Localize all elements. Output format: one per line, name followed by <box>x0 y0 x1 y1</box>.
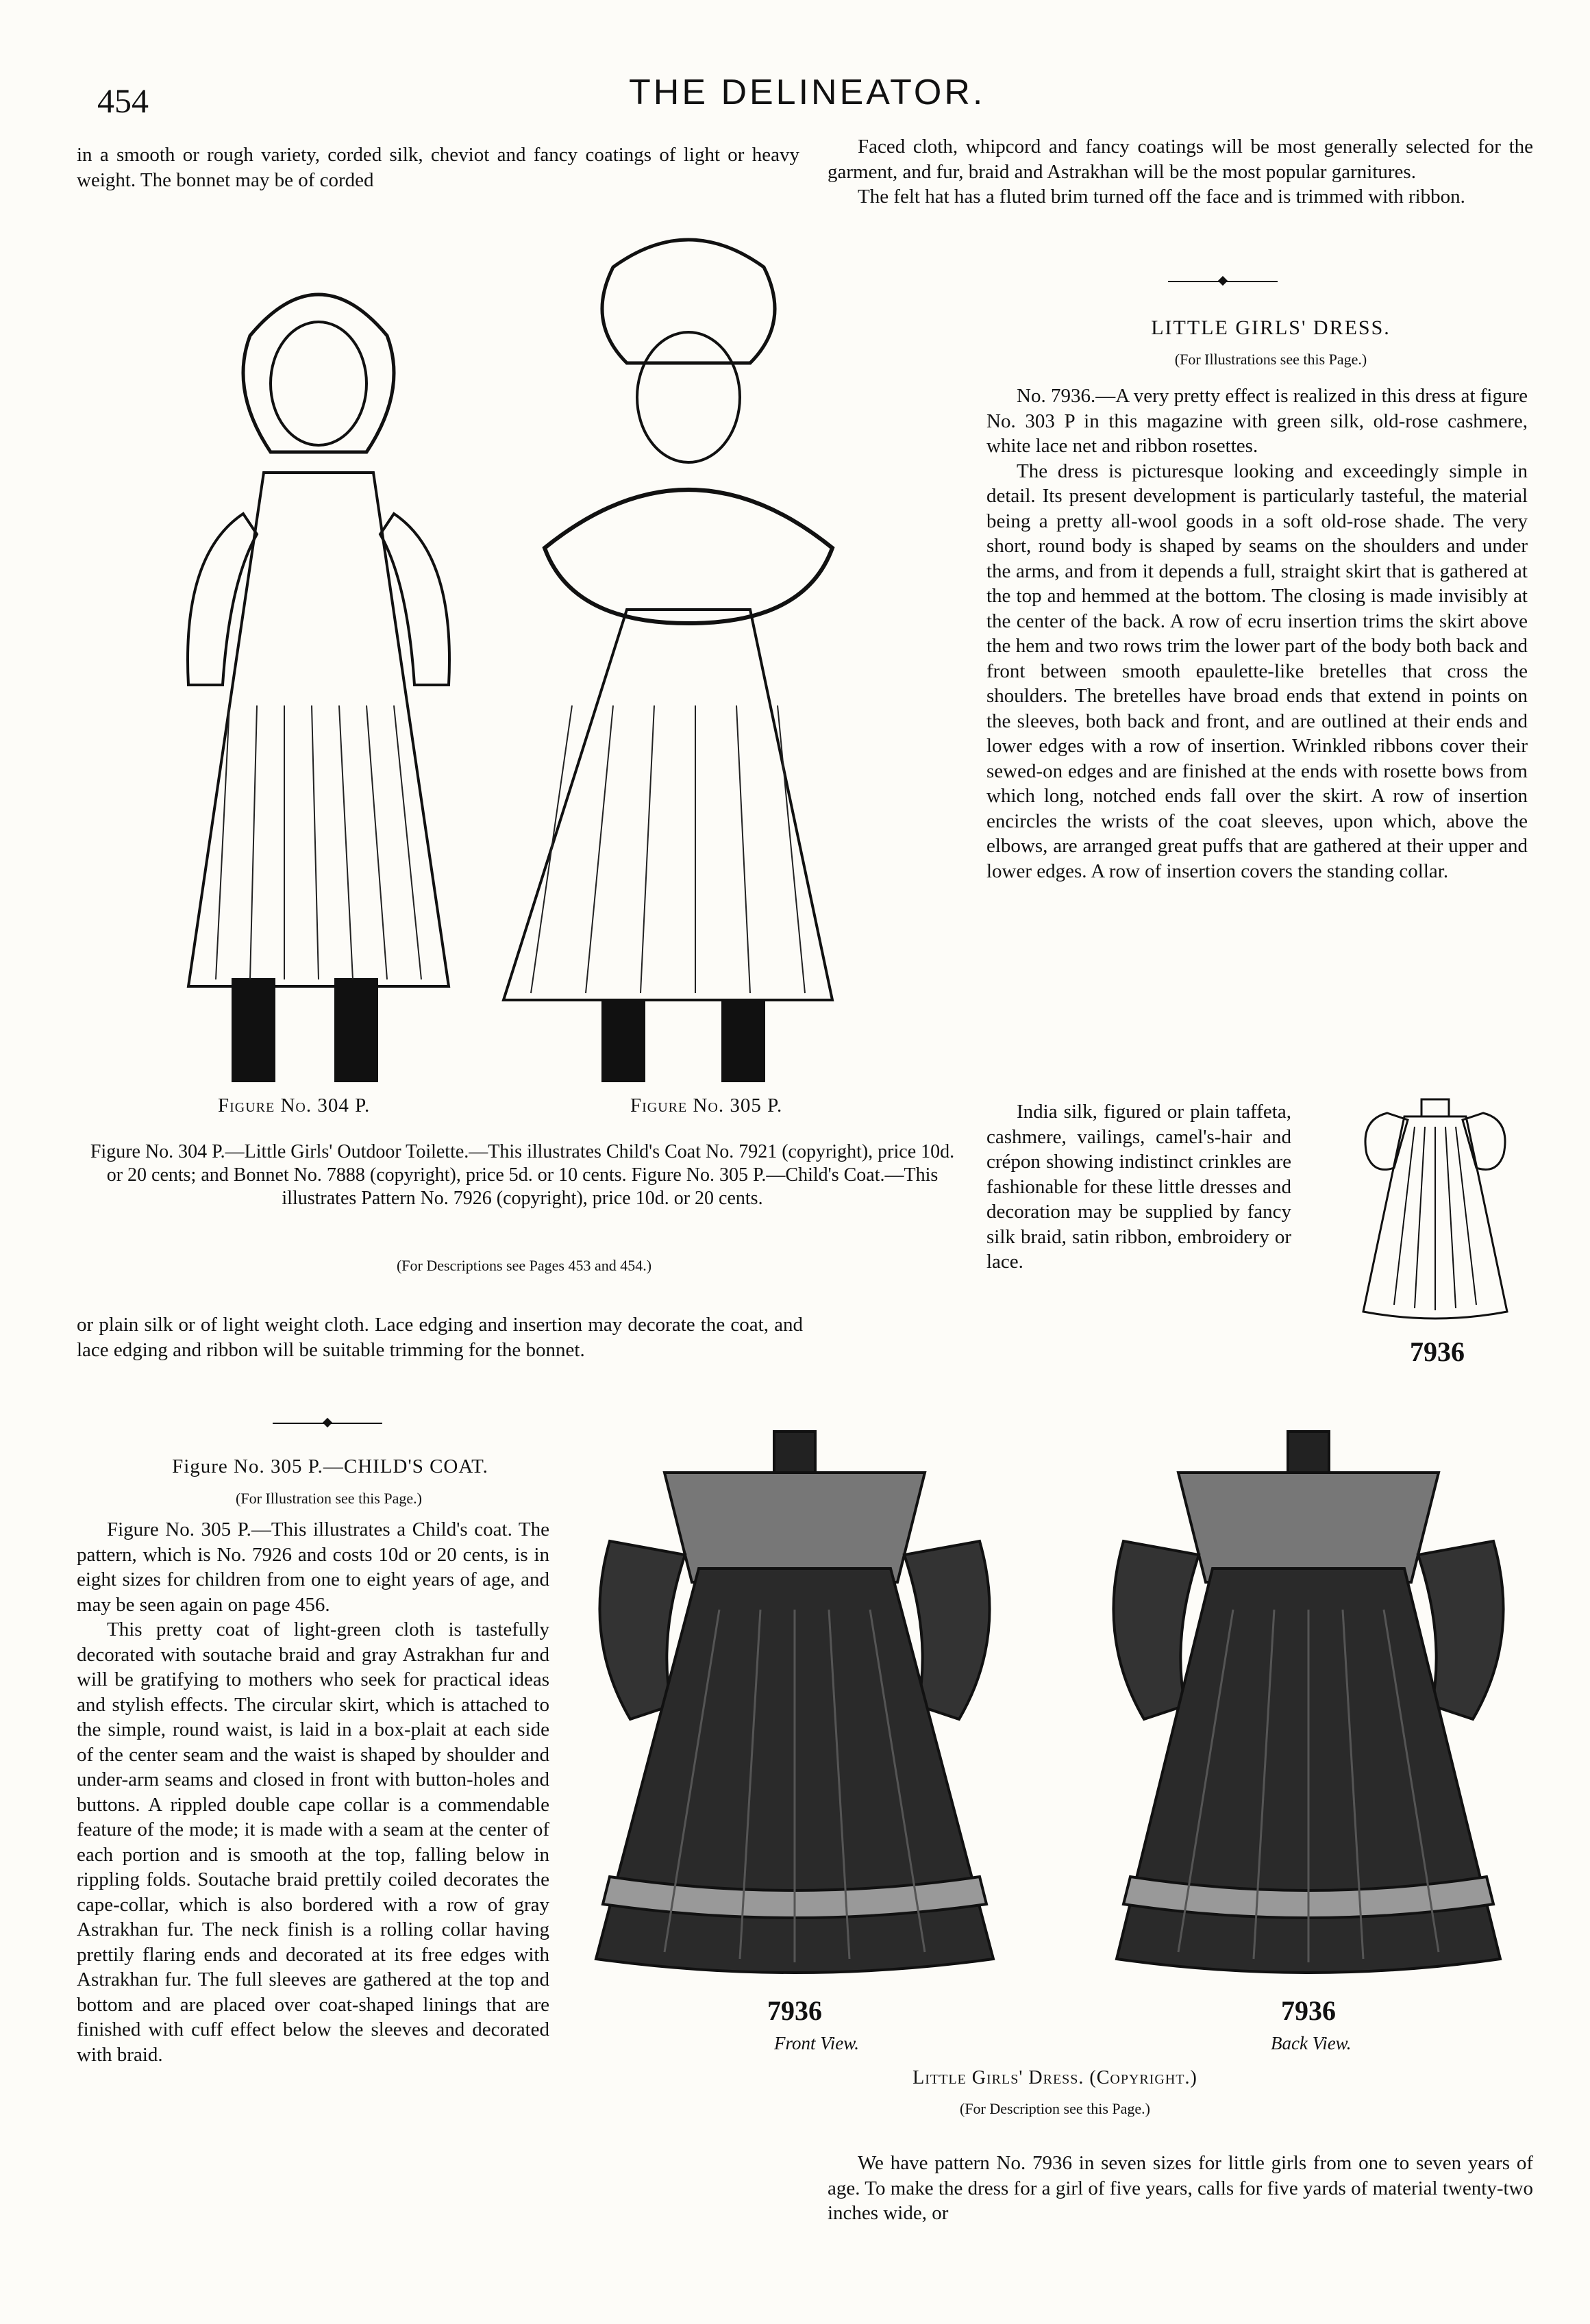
front-view-label: Front View. <box>774 2033 859 2053</box>
coat-subheading: (For Illustration see this Page.) <box>236 1490 422 1507</box>
dress-text-narrow <box>986 1099 1291 1325</box>
dress-sketch-icon <box>1346 1079 1524 1332</box>
back-view-number: 7936 <box>1281 1995 1336 2026</box>
coat-para-2: This pretty coat of light-green cloth is tastefully decorated with soutache braid and gray Astrakhan fur and will be gratifying to mothers who seek for practical ideas and stylish effects. The circular skirt, which is attached to the simple, round waist, is laid in a box-plait at each side of the center seam and the waist is shaped by shoulder and under-arm seams and closed in front with button-holes and buttons. A rippled double cape collar is a commendable feature of the mode; it is made with a seam at the center of each portion and is smooth at the top, falling below in rippling folds. Soutache braid prettily coiled decorates the cape-collar, which is also bordered with a row of gray Astrakhan fur. The neck finish is a rolling collar having prettily flaring ends and decorated at its free edges with Astrakhan fur. The full sleeves are gathered at the top and bottom and are placed over coat-shaped linings that are finished with cuff effect below the sleeves and decorated with braid. <box>77 1619 549 2066</box>
figure-304-label: Figure No. 304 P. <box>218 1095 371 1116</box>
figures-304-305-illustration <box>92 226 962 1082</box>
coat-text <box>77 1517 549 2067</box>
left-rule-ornament <box>323 1418 332 1427</box>
figure-305-label: Figure No. 305 P. <box>630 1095 783 1116</box>
right-top-para-2: The felt hat has a fluted brim turned off the face and is trimmed with ribbon. <box>858 186 1465 208</box>
running-title: THE DELINEATOR. <box>629 73 986 112</box>
right-top-text <box>828 134 1533 210</box>
figures-caption-note: (For Descriptions see Pages 453 and 454.) <box>396 1257 652 1274</box>
right-top-para-1: Faced cloth, whipcord and fancy coatings will be most generally selected for the garment, and fur, braid and Astrakhan will be the most popular garnitures. <box>828 136 1533 183</box>
dress-para-2: The dress is picturesque looking and exceedingly simple in detail. Its present development is particularly tasteful, the material being a pretty all-wool goods in a soft old-rose shade. The very short, round body is shaped by seams on the shoulders and under the arms, and from it depends a full, straight skirt that is gathered at the top and hemmed at the bottom. The closing is made invisibly at the center of the back. A row of ecru insertion trims the skirt above the hem and two rows trim the lower part of the body both back and front between smooth epaulette-like bretelles that cross the shoulders. The bretelles have broad ends that extend in points on the sleeves, both back and front, and are outlined at their ends and lower edges with a row of insertion. Wrinkled ribbons cover their sewed-on edges and are finished at the ends with rosette bows from which long, notched ends fall over the skirt. A row of insertion encircles the wrists of the coat sleeves, upon which, above the elbows, are arranged great puffs that are gathered at their upper and lower edges. A row of insertion covers the standing collar. <box>986 460 1528 882</box>
back-view-label: Back View. <box>1271 2033 1352 2053</box>
dress-front-back-icon <box>582 1404 1521 1986</box>
rule-ornament <box>1218 276 1228 286</box>
children-figures-icon <box>92 226 962 1082</box>
front-view-number: 7936 <box>767 1995 822 2026</box>
coat-heading: Figure No. 305 P.—CHILD'S COAT. <box>172 1455 488 1477</box>
figures-caption: Figure No. 304 P.—Little Girls' Outdoor Toilette.—This illustrates Child's Coat No. 7921 (copyright), price 10d. or 20 cents; and Bonnet No. 7888 (copyright), price 5d. or 10 cents. Figure No. 305 P.—Child's Coat.—This illustrates Pattern No. 7926 (copyright), price 10d. or 20 cents. <box>90 1141 955 1209</box>
dress-figures-caption-note: (For Description see this Page.) <box>960 2100 1150 2117</box>
dress-para-3: India silk, figured or plain taffeta, cashmere, vailings, camel's-hair and crépon showing indistinct crinkles are fashionable for these little dresses and decoration may be supplied by fancy silk braid, satin ribbon, embroidery or lace. <box>986 1101 1291 1273</box>
dress-para-1: No. 7936.—A very pretty effect is realized in this dress at figure No. 303 P in this magazine with green silk, old-rose cashmere, white lace net and ribbon rosettes. <box>986 385 1528 457</box>
dress-figures-caption: Little Girls' Dress. (Copyright.) <box>912 2067 1197 2088</box>
left-top-text: in a smooth or rough variety, corded silk, cheviot and fancy coatings of light or heavy weight. The bonnet may be of corded <box>77 144 799 191</box>
dress-subheading: (For Illustrations see this Page.) <box>1174 351 1367 368</box>
left-mid-text: or plain silk or of light weight cloth. Lace edging and insertion may decorate the coat, and lace edging and ribbon will be suitable trimming for the bonnet. <box>77 1314 803 1361</box>
dress-text-wide <box>986 384 1528 884</box>
page-number: 454 <box>97 82 149 120</box>
coat-para-1: Figure No. 305 P.—This illustrates a Child's coat. The pattern, which is No. 7926 and costs 10d or 20 cents, is in eight sizes for children from one to eight years of age, and may be seen again on page 456. <box>77 1519 549 1616</box>
right-bottom-text: We have pattern No. 7936 in seven sizes for little girls from one to seven years of age. To make the dress for a girl of five years, calls for five yards of material twenty-two inches wide, or <box>828 2152 1533 2224</box>
dress-front-back-illustration <box>582 1404 1521 1986</box>
small-dress-illustration <box>1346 1079 1524 1332</box>
small-dress-number: 7936 <box>1410 1336 1465 1367</box>
dress-heading: LITTLE GIRLS' DRESS. <box>1151 316 1391 339</box>
